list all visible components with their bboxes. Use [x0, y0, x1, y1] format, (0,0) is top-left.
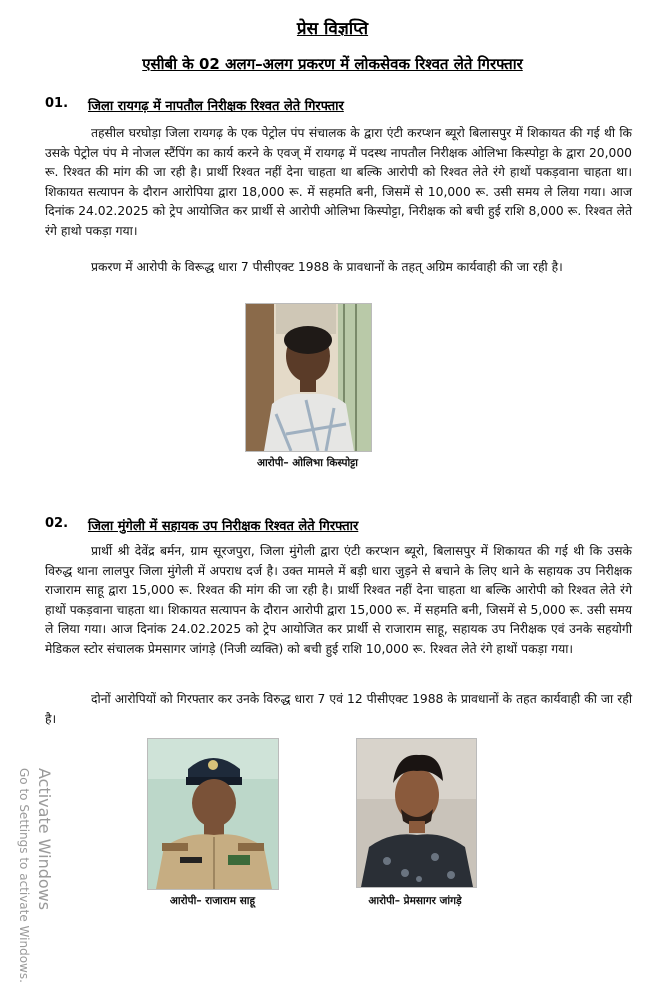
- activate-windows-watermark: [10, 768, 54, 983]
- section2-heading: जिला मुंगेली में सहायक उप निरीक्षक रिश्वत लेते गिरफ्तार: [88, 519, 359, 534]
- accused-photo-rajaram: [147, 738, 279, 890]
- section1-para2-text: प्रकरण में आरोपी के विरूद्ध धारा 7 पीसीएक्ट 1988 के प्रावधानों के तहत् अग्रिम कार्यवाही की जा रही है।: [91, 260, 563, 274]
- caption-rajaram: आरोपी– राजाराम साहू: [169, 895, 256, 907]
- watermark-line-2: Go to Settings to activate Windows.: [17, 768, 31, 983]
- section1-para1-text: तहसील घरघोड़ा जिला रायगढ़ के एक पेट्रोल पंप संचालक के द्वारा एंटी करप्शन ब्यूरो बिलासपुर में शिकायत की गई थी कि उसके पेट्रोल पंप मे नोजल स्टैंपिंग का कार्य करने के एवज् में रायगढ़ में पदस्थ नापतौल निरीक्षक ओलिभा किस्पोट्टा के द्वारा 20,000 रू. रिश्वत की मांग की जा रही है। प्रार्थी रिश्वत नहीं देना चाहता था बल्कि आरोपी को रिश्वत लेते रंगे हाथों पकड़वाना चाहता था। शिकायत सत्यापन के दौरान आरोपिया द्वारा 18,000 रू. में सहमति बनी, जिसमें से 10,000 रू. उसी समय ले लिया गया। आज दिनांक 24.02.2025 को ट्रेप आयोजित कर प्रार्थी से आरोपी ओलिभा किस्पोट्टा, निरीक्षक को बची हुई राशि 8,000 रू. रिश्वत लेते रंगे हाथो पकड़ा गया।: [45, 126, 632, 238]
- accused-photo-olibha: [245, 303, 372, 452]
- caption-olibha: आरोपी– ओलिभा किस्पोट्टा: [256, 457, 359, 469]
- section2-paragraph-1: [45, 542, 632, 660]
- accused-photo-premsagar: [356, 738, 477, 888]
- section2-para1-text: प्रार्थी श्री देवेंद्र बर्मन, ग्राम सूरजपुरा, जिला मुंगेली द्वारा एंटी करप्शन ब्यूरो, बिलासपुर में शिकायत की गई थी कि उसके विरुद्ध थाना लालपुर जिला मुंगेली में अपराध दर्ज है। उक्त मामले में बड़ी धारा जुड़ने से बचाने के लिए थाने के सहायक उप निरीक्षक राजाराम साहू द्वारा 15,000 रू. रिश्वत की मांग की जा रही है। प्रार्थी रिश्वत नहीं देना चाहता था बल्कि आरोपी को रिश्वत लेते रंगे हाथों पकड़वाना चाहता था। शिकायत सत्यापन के दौरान आरोपी द्वारा 15,000 रू. में सहमति बनी, जिसमें से 5,000 रू. उसी समय ले लिया गया। आज दिनांक 24.02.2025 को ट्रेप आयोजित कर प्रार्थी से राजाराम साहू, सहायक उप निरीक्षक एवं उनके सहयोगी मेडिकल स्टोर संचालक प्रेमसागर जांगड़े (निजी व्यक्ति) को बची हुई राशि 10,000 रू. रिश्वत लेते रंगे हाथों पकड़ा गया।: [45, 544, 632, 656]
- section2-paragraph-2: [45, 690, 632, 729]
- document-subtitle: एसीबी के 02 अलग–अलग प्रकरण में लोकसेवक रिश्वत लेते गिरफ्तार: [142, 55, 523, 73]
- section1-heading: जिला रायगढ़ में नापतौल निरीक्षक रिश्वत लेते गिरफ्तार: [88, 99, 344, 114]
- section1-paragraph-1: [45, 124, 632, 242]
- document-title: प्रेस विज्ञप्ति: [296, 19, 369, 39]
- watermark-line-1: Activate Windows: [35, 768, 54, 911]
- section1-paragraph-2: [45, 258, 632, 278]
- caption-premsagar: आरोपी– प्रेमसागर जांगड़े: [368, 895, 462, 907]
- section2-number: 02.: [45, 516, 69, 531]
- section2-para2-text: दोनों आरोपियों को गिरफ्तार कर उनके विरुद्ध धारा 7 एवं 12 पीसीएक्ट 1988 के प्रावधानों के तहत कार्यवाही की जा रही है।: [45, 692, 632, 726]
- section1-number: 01.: [45, 96, 69, 111]
